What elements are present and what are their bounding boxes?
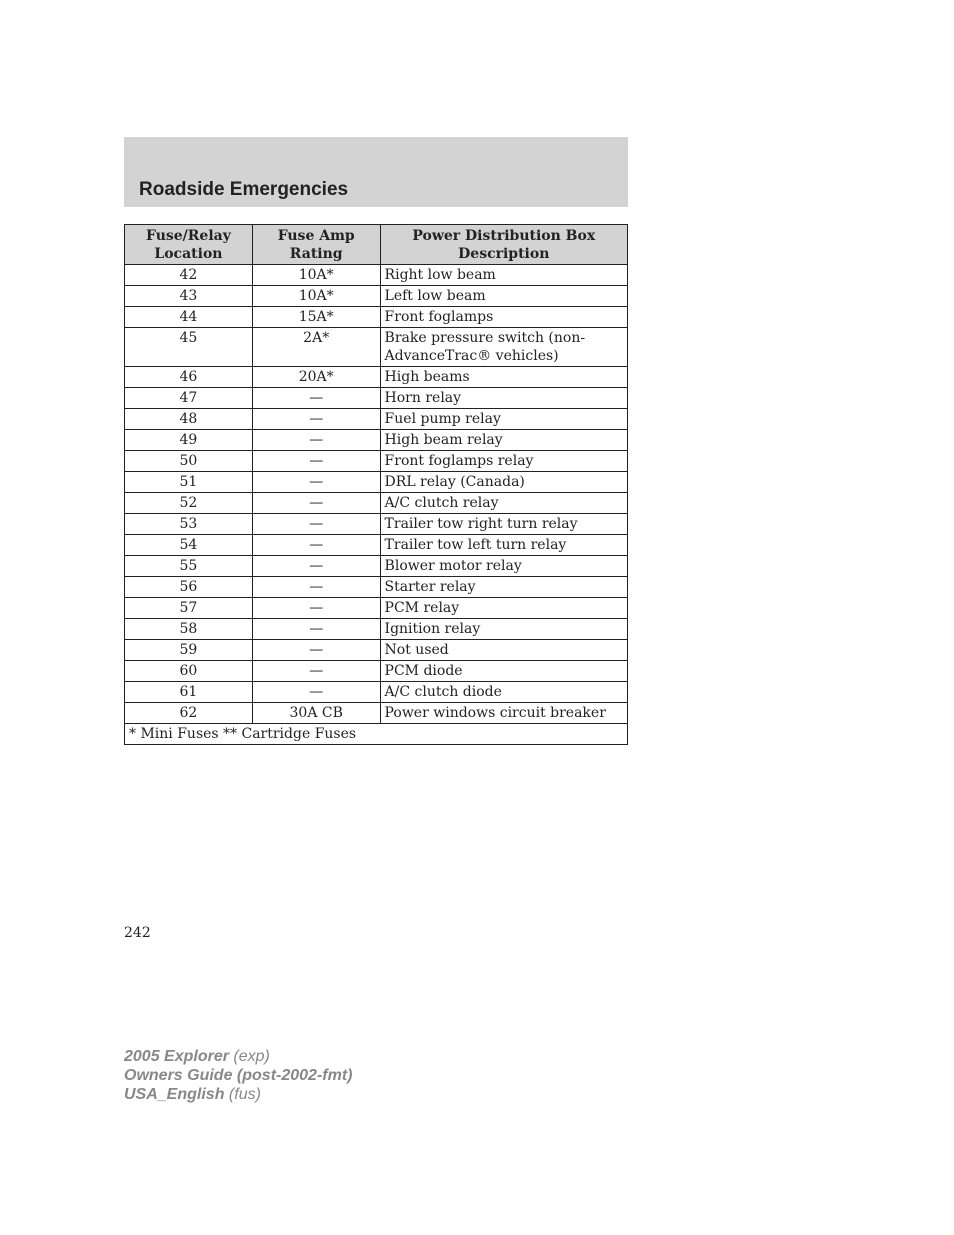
cell-location: 62 [125, 703, 253, 724]
cell-amp-rating: — [252, 577, 380, 598]
cell-amp-rating: — [252, 430, 380, 451]
cell-description: A/C clutch relay [380, 493, 627, 514]
cell-amp-rating: — [252, 682, 380, 703]
cell-location: 52 [125, 493, 253, 514]
footer-language: USA_English [124, 1086, 225, 1103]
cell-location: 55 [125, 556, 253, 577]
cell-description: Trailer tow right turn relay [380, 514, 627, 535]
table-row [125, 367, 628, 388]
footer-line-1 [124, 1047, 352, 1066]
cell-amp-rating: 30A CB [252, 703, 380, 724]
cell-description: Trailer tow left turn relay [380, 535, 627, 556]
cell-amp-rating: 10A* [252, 286, 380, 307]
cell-location: 60 [125, 661, 253, 682]
cell-amp-rating: 10A* [252, 265, 380, 286]
cell-description: Starter relay [380, 577, 627, 598]
table-row [125, 682, 628, 703]
cell-location: 43 [125, 286, 253, 307]
cell-amp-rating: 15A* [252, 307, 380, 328]
cell-description: A/C clutch diode [380, 682, 627, 703]
cell-amp-rating: — [252, 535, 380, 556]
cell-amp-rating: — [252, 493, 380, 514]
table-row [125, 640, 628, 661]
cell-location: 53 [125, 514, 253, 535]
cell-amp-rating: — [252, 388, 380, 409]
cell-amp-rating: — [252, 409, 380, 430]
cell-amp-rating: — [252, 514, 380, 535]
table-row [125, 328, 628, 367]
table-row [125, 451, 628, 472]
footer-guide: Owners Guide (post-2002-fmt) [124, 1067, 353, 1084]
table-row [125, 307, 628, 328]
cell-description: Horn relay [380, 388, 627, 409]
table-row [125, 409, 628, 430]
cell-description: Brake pressure switch (non-AdvanceTrac® vehicles) [380, 328, 627, 367]
table-row [125, 619, 628, 640]
table-row [125, 598, 628, 619]
cell-description: High beams [380, 367, 627, 388]
cell-description: High beam relay [380, 430, 627, 451]
table-row [125, 514, 628, 535]
cell-description: Fuel pump relay [380, 409, 627, 430]
table-row [125, 703, 628, 724]
cell-description: Power windows circuit breaker [380, 703, 627, 724]
footer-line-2 [124, 1066, 352, 1085]
cell-location: 59 [125, 640, 253, 661]
cell-amp-rating: — [252, 598, 380, 619]
cell-location: 61 [125, 682, 253, 703]
table-row [125, 493, 628, 514]
table-row [125, 661, 628, 682]
cell-location: 44 [125, 307, 253, 328]
cell-description: PCM diode [380, 661, 627, 682]
cell-description: Ignition relay [380, 619, 627, 640]
fuse-table [124, 224, 628, 745]
cell-location: 50 [125, 451, 253, 472]
cell-description: PCM relay [380, 598, 627, 619]
table-footnote: * Mini Fuses ** Cartridge Fuses [125, 724, 628, 745]
footer-line-3 [124, 1085, 352, 1104]
cell-location: 58 [125, 619, 253, 640]
cell-amp-rating: — [252, 451, 380, 472]
cell-amp-rating: — [252, 619, 380, 640]
footer-language-code: (fus) [228, 1086, 261, 1103]
section-title: Roadside Emergencies [139, 179, 349, 200]
cell-description: DRL relay (Canada) [380, 472, 627, 493]
table-row [125, 472, 628, 493]
cell-amp-rating: — [252, 661, 380, 682]
cell-description: Front foglamps [380, 307, 627, 328]
cell-location: 46 [125, 367, 253, 388]
footer-model-code: (exp) [233, 1048, 270, 1065]
header-description: Power Distribution Box Description [380, 225, 627, 265]
cell-location: 56 [125, 577, 253, 598]
cell-location: 51 [125, 472, 253, 493]
document-footer [124, 1047, 352, 1104]
header-location: Fuse/Relay Location [125, 225, 253, 265]
table-header-row [125, 225, 628, 265]
cell-description: Right low beam [380, 265, 627, 286]
cell-location: 45 [125, 328, 253, 367]
header-amp-rating: Fuse Amp Rating [252, 225, 380, 265]
cell-location: 54 [125, 535, 253, 556]
table-row [125, 556, 628, 577]
cell-amp-rating: — [252, 472, 380, 493]
cell-location: 47 [125, 388, 253, 409]
cell-location: 57 [125, 598, 253, 619]
table-row [125, 430, 628, 451]
section-header-band [124, 137, 628, 207]
table-row [125, 286, 628, 307]
cell-amp-rating: — [252, 556, 380, 577]
cell-location: 49 [125, 430, 253, 451]
cell-location: 42 [125, 265, 253, 286]
table-row [125, 577, 628, 598]
footer-model: 2005 Explorer [124, 1048, 229, 1065]
cell-description: Front foglamps relay [380, 451, 627, 472]
table-footnote-row [125, 724, 628, 745]
cell-description: Not used [380, 640, 627, 661]
cell-description: Left low beam [380, 286, 627, 307]
table-row [125, 265, 628, 286]
cell-amp-rating: 2A* [252, 328, 380, 367]
cell-amp-rating: — [252, 640, 380, 661]
cell-amp-rating: 20A* [252, 367, 380, 388]
table-row [125, 388, 628, 409]
cell-description: Blower motor relay [380, 556, 627, 577]
page-number: 242 [124, 925, 151, 941]
table-row [125, 535, 628, 556]
cell-location: 48 [125, 409, 253, 430]
